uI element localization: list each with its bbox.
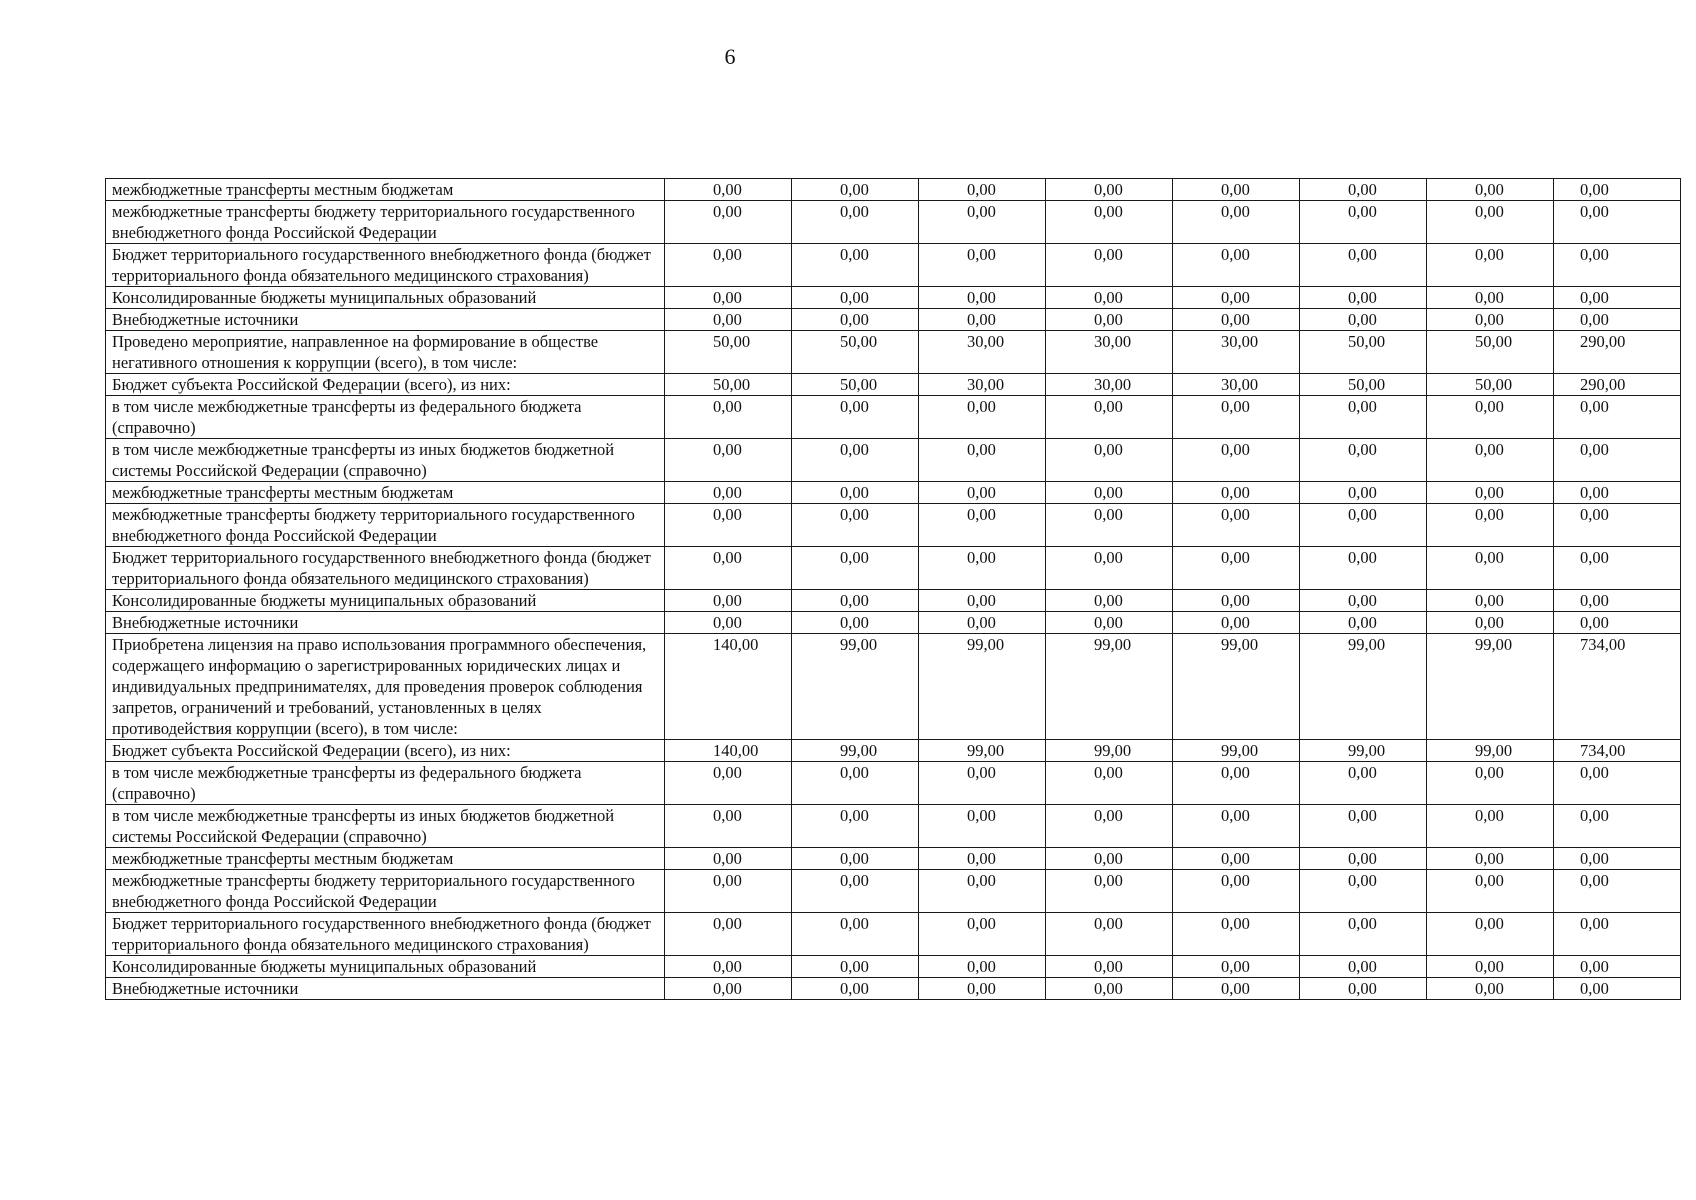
- row-total: 0,00: [1554, 590, 1681, 612]
- row-value: 0,00: [1427, 848, 1554, 870]
- row-value: 0,00: [665, 179, 792, 201]
- row-value: 50,00: [792, 374, 919, 396]
- row-value: 0,00: [1300, 848, 1427, 870]
- row-label: Бюджет субъекта Российской Федерации (всего), из них:: [106, 740, 665, 762]
- row-value: 0,00: [665, 396, 792, 439]
- row-total: 0,00: [1554, 439, 1681, 482]
- row-value: 0,00: [1300, 913, 1427, 956]
- row-value: 0,00: [919, 201, 1046, 244]
- row-total: 0,00: [1554, 396, 1681, 439]
- row-value: 0,00: [919, 287, 1046, 309]
- row-value: 0,00: [919, 482, 1046, 504]
- row-value: 0,00: [792, 590, 919, 612]
- row-value: 0,00: [1427, 504, 1554, 547]
- row-value: 50,00: [1300, 374, 1427, 396]
- row-value: 99,00: [919, 634, 1046, 740]
- row-value: 0,00: [1173, 590, 1300, 612]
- row-value: 0,00: [792, 309, 919, 331]
- row-value: 0,00: [665, 482, 792, 504]
- row-value: 0,00: [1427, 762, 1554, 805]
- table-row: [106, 244, 1681, 287]
- row-value: 0,00: [1300, 956, 1427, 978]
- row-value: 99,00: [792, 740, 919, 762]
- row-value: 0,00: [1046, 287, 1173, 309]
- row-value: 50,00: [1300, 331, 1427, 374]
- row-label: межбюджетные трансферты местным бюджетам: [106, 179, 665, 201]
- row-value: 0,00: [1427, 547, 1554, 590]
- row-label: Консолидированные бюджеты муниципальных образований: [106, 287, 665, 309]
- row-value: 0,00: [792, 287, 919, 309]
- row-value: 0,00: [919, 978, 1046, 1000]
- table-row: [106, 331, 1681, 374]
- table-row: [106, 201, 1681, 244]
- row-value: 0,00: [1046, 396, 1173, 439]
- row-total: 290,00: [1554, 331, 1681, 374]
- row-label: межбюджетные трансферты местным бюджетам: [106, 848, 665, 870]
- row-value: 99,00: [1046, 740, 1173, 762]
- row-value: 0,00: [792, 244, 919, 287]
- table-body: [106, 179, 1681, 1000]
- row-total: 290,00: [1554, 374, 1681, 396]
- row-value: 0,00: [1300, 978, 1427, 1000]
- row-value: 0,00: [1046, 848, 1173, 870]
- row-value: 0,00: [792, 612, 919, 634]
- row-value: 0,00: [1173, 913, 1300, 956]
- row-value: 0,00: [919, 805, 1046, 848]
- row-value: 0,00: [665, 309, 792, 331]
- row-total: 0,00: [1554, 179, 1681, 201]
- row-value: 0,00: [665, 244, 792, 287]
- row-total: 0,00: [1554, 848, 1681, 870]
- row-value: 50,00: [665, 331, 792, 374]
- row-label: межбюджетные трансферты бюджету территориального государственного внебюджетного фонда Российской Федерации: [106, 201, 665, 244]
- row-value: 0,00: [1300, 439, 1427, 482]
- row-value: 0,00: [1300, 547, 1427, 590]
- row-value: 0,00: [1300, 179, 1427, 201]
- row-value: 0,00: [665, 870, 792, 913]
- row-value: 0,00: [792, 805, 919, 848]
- row-value: 0,00: [792, 762, 919, 805]
- row-value: 0,00: [792, 179, 919, 201]
- row-value: 0,00: [1300, 805, 1427, 848]
- row-value: 0,00: [1046, 201, 1173, 244]
- row-value: 0,00: [1427, 978, 1554, 1000]
- row-value: 99,00: [1046, 634, 1173, 740]
- row-value: 0,00: [1300, 309, 1427, 331]
- table-row: [106, 612, 1681, 634]
- row-label: Бюджет территориального государственного внебюджетного фонда (бюджет территориального фонда обязательного медицинского страхования): [106, 913, 665, 956]
- row-total: 0,00: [1554, 805, 1681, 848]
- row-value: 0,00: [665, 439, 792, 482]
- row-value: 0,00: [1427, 439, 1554, 482]
- row-value: 0,00: [1046, 612, 1173, 634]
- row-value: 0,00: [1046, 956, 1173, 978]
- table-row: [106, 913, 1681, 956]
- row-value: 30,00: [1173, 331, 1300, 374]
- row-value: 0,00: [792, 482, 919, 504]
- row-total: 0,00: [1554, 978, 1681, 1000]
- row-value: 0,00: [1173, 482, 1300, 504]
- row-label: в том числе межбюджетные трансферты из федерального бюджета (справочно): [106, 396, 665, 439]
- row-value: 0,00: [1046, 978, 1173, 1000]
- row-value: 0,00: [1173, 547, 1300, 590]
- row-total: 0,00: [1554, 201, 1681, 244]
- row-label: в том числе межбюджетные трансферты из иных бюджетов бюджетной системы Российской Федерации (справочно): [106, 805, 665, 848]
- row-label: Бюджет субъекта Российской Федерации (всего), из них:: [106, 374, 665, 396]
- row-label: в том числе межбюджетные трансферты из федерального бюджета (справочно): [106, 762, 665, 805]
- row-value: 0,00: [1427, 396, 1554, 439]
- table-row: [106, 978, 1681, 1000]
- row-value: 99,00: [1300, 740, 1427, 762]
- row-value: 0,00: [792, 978, 919, 1000]
- row-value: 0,00: [665, 762, 792, 805]
- row-value: 0,00: [1427, 309, 1554, 331]
- row-label: межбюджетные трансферты бюджету территориального государственного внебюджетного фонда Российской Федерации: [106, 504, 665, 547]
- row-value: 0,00: [1300, 590, 1427, 612]
- row-value: 0,00: [1427, 805, 1554, 848]
- table-row: [106, 956, 1681, 978]
- table-row: [106, 805, 1681, 848]
- row-value: 0,00: [1046, 762, 1173, 805]
- budget-table: [105, 178, 1681, 1000]
- row-value: 0,00: [1173, 179, 1300, 201]
- row-value: 0,00: [1173, 504, 1300, 547]
- row-value: 0,00: [792, 956, 919, 978]
- row-value: 0,00: [1427, 956, 1554, 978]
- row-value: 0,00: [1046, 244, 1173, 287]
- row-label: в том числе межбюджетные трансферты из иных бюджетов бюджетной системы Российской Федерации (справочно): [106, 439, 665, 482]
- table-row: [106, 590, 1681, 612]
- row-value: 0,00: [1173, 309, 1300, 331]
- row-total: 0,00: [1554, 287, 1681, 309]
- row-total: 734,00: [1554, 634, 1681, 740]
- row-value: 0,00: [1046, 439, 1173, 482]
- row-value: 0,00: [919, 848, 1046, 870]
- row-value: 0,00: [1300, 504, 1427, 547]
- row-value: 0,00: [1427, 482, 1554, 504]
- row-value: 99,00: [1173, 634, 1300, 740]
- row-value: 0,00: [919, 244, 1046, 287]
- row-value: 0,00: [792, 201, 919, 244]
- row-label: Консолидированные бюджеты муниципальных образований: [106, 956, 665, 978]
- row-value: 0,00: [1173, 439, 1300, 482]
- row-value: 0,00: [1173, 870, 1300, 913]
- row-value: 99,00: [1300, 634, 1427, 740]
- page-number: 6: [724, 44, 736, 69]
- row-label: Бюджет территориального государственного внебюджетного фонда (бюджет территориального фонда обязательного медицинского страхования): [106, 244, 665, 287]
- row-value: 50,00: [665, 374, 792, 396]
- row-value: 0,00: [792, 504, 919, 547]
- row-total: 0,00: [1554, 762, 1681, 805]
- row-total: 0,00: [1554, 956, 1681, 978]
- row-label: Бюджет территориального государственного внебюджетного фонда (бюджет территориального фонда обязательного медицинского страхования): [106, 547, 665, 590]
- row-value: 0,00: [1427, 870, 1554, 913]
- row-value: 0,00: [792, 396, 919, 439]
- table-row: [106, 870, 1681, 913]
- row-value: 0,00: [1300, 201, 1427, 244]
- row-value: 0,00: [1173, 978, 1300, 1000]
- row-value: 0,00: [919, 547, 1046, 590]
- row-value: 50,00: [792, 331, 919, 374]
- row-value: 0,00: [1427, 179, 1554, 201]
- row-value: 0,00: [1046, 179, 1173, 201]
- row-value: 0,00: [1046, 913, 1173, 956]
- table-row: [106, 740, 1681, 762]
- row-value: 0,00: [919, 956, 1046, 978]
- row-total: 0,00: [1554, 547, 1681, 590]
- row-value: 0,00: [919, 439, 1046, 482]
- row-value: 0,00: [792, 870, 919, 913]
- row-value: 0,00: [1427, 201, 1554, 244]
- row-value: 0,00: [1173, 244, 1300, 287]
- row-value: 0,00: [665, 504, 792, 547]
- row-value: 0,00: [919, 396, 1046, 439]
- row-value: 30,00: [919, 331, 1046, 374]
- row-value: 0,00: [1173, 287, 1300, 309]
- row-value: 0,00: [919, 179, 1046, 201]
- row-value: 0,00: [1300, 870, 1427, 913]
- row-value: 0,00: [665, 956, 792, 978]
- row-value: 140,00: [665, 740, 792, 762]
- row-value: 30,00: [1046, 331, 1173, 374]
- row-value: 0,00: [1300, 396, 1427, 439]
- row-total: 0,00: [1554, 309, 1681, 331]
- row-value: 99,00: [919, 740, 1046, 762]
- row-value: 0,00: [1427, 612, 1554, 634]
- row-total: 0,00: [1554, 482, 1681, 504]
- row-value: 0,00: [1427, 287, 1554, 309]
- row-value: 0,00: [665, 612, 792, 634]
- row-total: 0,00: [1554, 244, 1681, 287]
- row-value: 30,00: [1046, 374, 1173, 396]
- table-row: [106, 482, 1681, 504]
- table-row: [106, 504, 1681, 547]
- row-value: 0,00: [1173, 396, 1300, 439]
- row-label: межбюджетные трансферты местным бюджетам: [106, 482, 665, 504]
- row-value: 0,00: [1173, 805, 1300, 848]
- row-value: 0,00: [665, 913, 792, 956]
- table-row: [106, 287, 1681, 309]
- row-value: 0,00: [792, 848, 919, 870]
- row-total: 734,00: [1554, 740, 1681, 762]
- row-value: 0,00: [919, 309, 1046, 331]
- row-value: 0,00: [919, 590, 1046, 612]
- row-value: 99,00: [792, 634, 919, 740]
- table-row: [106, 848, 1681, 870]
- table-row: [106, 374, 1681, 396]
- row-value: 0,00: [665, 201, 792, 244]
- row-value: 0,00: [1046, 870, 1173, 913]
- row-value: 0,00: [1173, 762, 1300, 805]
- row-value: 0,00: [919, 870, 1046, 913]
- row-label: Внебюджетные источники: [106, 309, 665, 331]
- row-value: 0,00: [792, 547, 919, 590]
- row-value: 0,00: [665, 547, 792, 590]
- table-row: [106, 396, 1681, 439]
- row-label: Внебюджетные источники: [106, 978, 665, 1000]
- row-value: 0,00: [1300, 287, 1427, 309]
- row-value: 0,00: [919, 913, 1046, 956]
- row-value: 50,00: [1427, 331, 1554, 374]
- row-value: 0,00: [1173, 956, 1300, 978]
- row-total: 0,00: [1554, 612, 1681, 634]
- table-row: [106, 634, 1681, 740]
- row-value: 0,00: [919, 762, 1046, 805]
- row-value: 99,00: [1427, 740, 1554, 762]
- row-value: 30,00: [919, 374, 1046, 396]
- row-value: 50,00: [1427, 374, 1554, 396]
- row-value: 0,00: [1046, 504, 1173, 547]
- table-row: [106, 179, 1681, 201]
- row-label: Приобретена лицензия на право использования программного обеспечения, содержащего информацию о зарегистрированных юридических лицах и индивидуальных предпринимателях, для проведения проверок соблюдения запретов, ограничений и требований, установленных в целях противодействия коррупции (всего), в том числе:: [106, 634, 665, 740]
- row-value: 0,00: [1300, 482, 1427, 504]
- row-label: Внебюджетные источники: [106, 612, 665, 634]
- row-value: 0,00: [792, 913, 919, 956]
- row-total: 0,00: [1554, 913, 1681, 956]
- row-value: 0,00: [1173, 848, 1300, 870]
- row-value: 0,00: [1300, 244, 1427, 287]
- row-value: 0,00: [1173, 612, 1300, 634]
- row-value: 0,00: [1046, 309, 1173, 331]
- row-value: 0,00: [1173, 201, 1300, 244]
- row-label: Консолидированные бюджеты муниципальных образований: [106, 590, 665, 612]
- row-value: 99,00: [1427, 634, 1554, 740]
- table-row: [106, 547, 1681, 590]
- row-value: 0,00: [1046, 590, 1173, 612]
- row-value: 0,00: [665, 848, 792, 870]
- row-value: 0,00: [1300, 762, 1427, 805]
- row-label: Проведено мероприятие, направленное на формирование в обществе негативного отношения к коррупции (всего), в том числе:: [106, 331, 665, 374]
- row-value: 0,00: [665, 978, 792, 1000]
- row-value: 0,00: [1046, 805, 1173, 848]
- row-value: 0,00: [1427, 913, 1554, 956]
- row-value: 0,00: [665, 287, 792, 309]
- row-value: 140,00: [665, 634, 792, 740]
- row-value: 0,00: [1046, 547, 1173, 590]
- row-value: 0,00: [1427, 244, 1554, 287]
- row-total: 0,00: [1554, 870, 1681, 913]
- table-row: [106, 309, 1681, 331]
- row-value: 0,00: [919, 504, 1046, 547]
- row-value: 0,00: [919, 612, 1046, 634]
- row-value: 0,00: [665, 805, 792, 848]
- row-total: 0,00: [1554, 504, 1681, 547]
- table-row: [106, 439, 1681, 482]
- row-value: 99,00: [1173, 740, 1300, 762]
- row-value: 0,00: [792, 439, 919, 482]
- row-value: 0,00: [1046, 482, 1173, 504]
- row-value: 0,00: [665, 590, 792, 612]
- row-value: 0,00: [1300, 612, 1427, 634]
- row-value: 30,00: [1173, 374, 1300, 396]
- table-row: [106, 762, 1681, 805]
- row-value: 0,00: [1427, 590, 1554, 612]
- row-label: межбюджетные трансферты бюджету территориального государственного внебюджетного фонда Российской Федерации: [106, 870, 665, 913]
